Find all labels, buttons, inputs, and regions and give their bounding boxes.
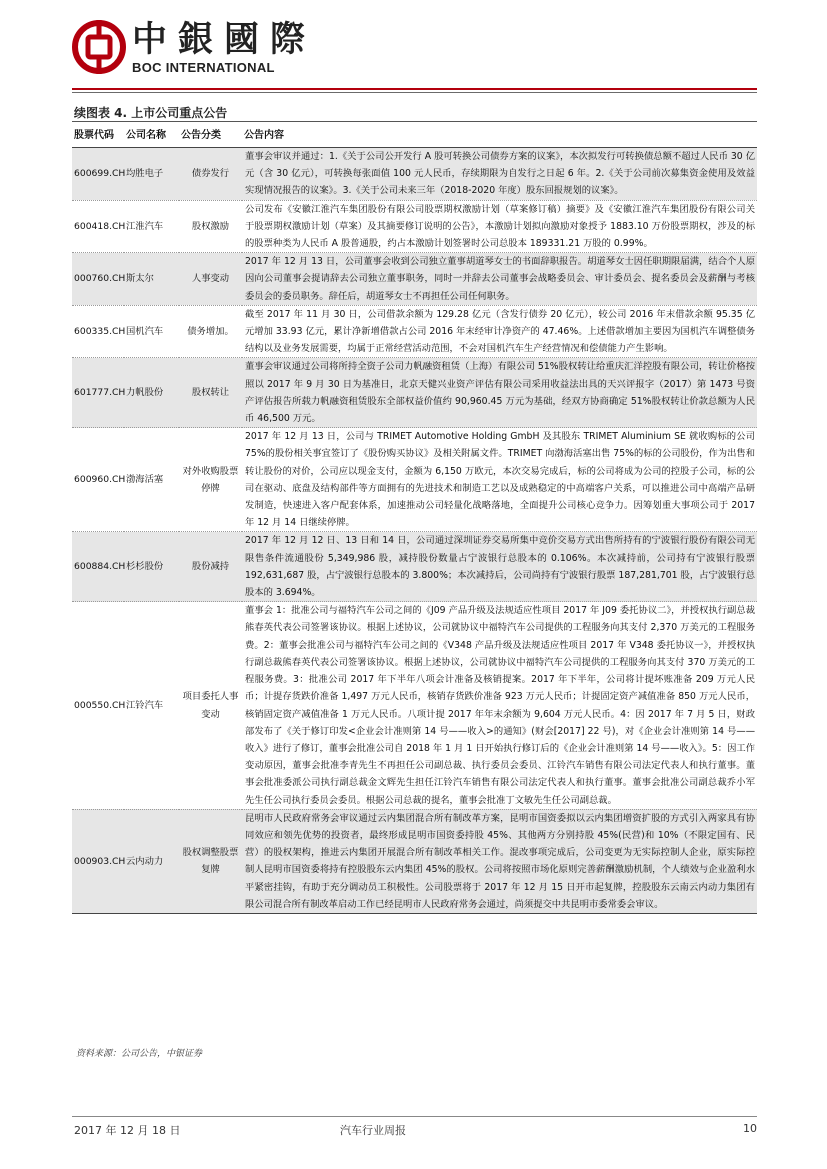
announcement-content: 董事会审议通过公司将所持全资子公司力帆融资租赁（上海）有限公司 51%股权转让给重庆汇洋控股有限公司，转让价格按照以 2017 年 9 月 30 日为基准日，北京天健兴业资产评估有限公司采用收益法出具的天兴评报字（2017）第 1473 号资产评估报告所载力帆融资租赁股东全部权益价值约 90,960.45 万元为基础，经双方协商确定 51%股权转让价款总额为人民币 46,500 万元。 [242, 358, 757, 428]
announcement-content: 公司发布《安徽江淮汽车集团股份有限公司股票期权激励计划（草案修订稿）摘要》及《安徽江淮汽车集团股份有限公司关于股票期权激励计划（草案）及其摘要修订说明的公告》，本激励计划拟向激励对象授予 1883.10 万份股票期权，涉及的标的股票种类为人民币 A 股普通股，约占本激励计划签署时公司总股本 189331.21 万股的 0.99%。 [242, 200, 757, 253]
table-title: 续图表 4. 上市公司重点公告 [74, 106, 228, 120]
announcement-content: 2017 年 12 月 13 日，公司与 TRIMET Automotive Holding GmbH 及其股东 TRIMET Aluminium SE 就收购标的公司 75%的股份相关事宜签订了《股份购买协议》及相关附属文件。TRIMET 向渤海活塞出售 75%的标的公司股份，作为出售和转让股份的对价，公司应以现金支付，金额为 6,150 万欧元，本次交易完成后，标的公司将成为公司的控股子公司，标的公司在驱动、底盘及结构部件等方面拥有的先进技术和制造工艺以及成熟稳定的中高端客户关系，可以推进公司中高端产品研发制造，快速进入客户配套体系，加速推动公司轻量化战略落地，全面提升公司核心竞争力。因筹划重大事项公司于 2017 年 12 月 14 日继续停牌。 [242, 428, 757, 532]
stock-code: 600699.CH [72, 148, 124, 201]
table-title-rule [72, 121, 757, 122]
announcement-content: 董事会审议并通过：1.《关于公司公开发行 A 股可转换公司债券方案的议案》，本次拟发行可转换债总额不超过人民币 30 亿元（含 30 亿元），可转换每张面值 100 元人民币，存续期限为自发行之日起 6 年。2.《关于公司前次募集资金使用及效益实现情况报告的议案》。3.《关于公司未来三年（2018-2020 年度）股东回报规划的议案》。 [242, 148, 757, 201]
announcement-content: 昆明市人民政府常务会审议通过云内集团混合所有制改革方案，昆明市国资委拟以云内集团增资扩股的方式引入两家具有协同效应和领先优势的投资者，最终形成昆明市国资委持股 45%、其他两方分别持股 45%(民营)和 10%（不限定国有、民营）的股权架构，推进云内集团开展混合所有制改革相关工作。混改事项完成后，公司变更为无实际控制人企业，原实际控制人昆明市国资委将持有控股股东云内集团 45%的股权。公司将按照市场化原则完善薪酬激励机制，个人绩效与企业盈利水平紧密挂钩，有助于充分调动员工积极性。公司股票将于 2017 年 12 月 15 日开市起复牌，控股股东云南云内动力集团有限公司混合所有制改革启动工作已经昆明市人民政府常务会通过，尚须提交中共昆明市委常委会审议。 [242, 809, 757, 913]
company-name: 渤海活塞 [124, 428, 179, 532]
announcement-table [72, 125, 757, 914]
table-row [72, 253, 757, 306]
logo-chinese-name: 中銀國際 [132, 19, 317, 60]
company-name: 江铃汽车 [124, 602, 179, 809]
column-header-category: 公告分类 [179, 125, 242, 148]
announcement-category: 股权激励 [179, 200, 242, 253]
column-header-code: 股票代码 [72, 125, 124, 148]
company-name: 云内动力 [124, 809, 179, 913]
header-red-rule [72, 88, 757, 90]
source-note: 资料来源：公司公告，中银证券 [76, 1049, 203, 1059]
company-name: 力帆股份 [124, 358, 179, 428]
footer-date: 2017 年 12 月 18 日 [74, 1124, 181, 1137]
footer-rule [72, 1116, 757, 1117]
table-row [72, 532, 757, 602]
table-row [72, 809, 757, 913]
company-name: 杉杉股份 [124, 532, 179, 602]
table-row [72, 602, 757, 809]
announcement-category: 人事变动 [179, 253, 242, 306]
page-number: 10 [743, 1122, 757, 1135]
boc-logo-icon [72, 20, 126, 74]
table-row [72, 428, 757, 532]
stock-code: 600335.CH [72, 305, 124, 358]
stock-code: 000550.CH [72, 602, 124, 809]
announcement-category: 对外收购股票停牌 [179, 428, 242, 532]
announcement-category: 股权调整股票复牌 [179, 809, 242, 913]
announcement-content: 董事会 1：批准公司与福特汽车公司之间的《J09 产品升级及法规适应性项目 2017 年 J09 委托协议二》，并授权执行副总裁熊春英代表公司签署该协议。根据上述协议，公司就协议中福特汽车公司提供的工程服务向其支付 2,370 万美元的工程服务费。2：董事会批准公司与福特汽车公司之间的《V348 产品升级及法规适应性项目 2017 年 V348 委托协议一》，并授权执行副总裁熊春英代表公司签署该协议。根据上述协议，公司就协议中福特汽车公司提供的工程服务向其支付 370 万美元的工程服务费。3：批准公司 2017 年下半年八项会计准备及核销提案。2017 年下半年，公司将计提坏账准备 209 万元人民币；计提存货跌价准备 1,497 万元人民币，核销存货跌价准备 923 万元人民币；计提固定资产减值准备 850 万元人民币，核销固定资产减值准备 1 万元人民币。八项计提 2017 年年末余额为 9,604 万元人民币。4：因 2017 年 7 月 5 日，财政部发布了《关于修订印发<企业会计准则第 14 号——收入>的通知》(财会[2017] 22 号)，对《企业会计准则第 14 号——收入》进行了修订，董事会批准公司自 2018 年 1 月 1 日开始执行修订后的《企业会计准则第 14 号——收入》。5：因工作变动原因，董事会批准李青先生不再担任公司副总裁、执行委员会委员、江铃汽车销售有限公司法定代表人和执行董事。董事会批准委派公司执行副总裁金文辉先生担任江铃汽车销售有限公司法定代表人和执行董事。董事会批准公司副总裁乔小军先生任公司执行委员会委员。根据公司总裁的提名，董事会批准丁文敏先生任公司副总裁。 [242, 602, 757, 809]
table-row [72, 148, 757, 201]
announcement-category: 股份减持 [179, 532, 242, 602]
company-name: 江淮汽车 [124, 200, 179, 253]
announcement-category: 债券发行 [179, 148, 242, 201]
announcement-category: 债务增加。 [179, 305, 242, 358]
stock-code: 601777.CH [72, 358, 124, 428]
announcement-content: 截至 2017 年 11 月 30 日，公司借款余额为 129.28 亿元（含发行债券 20 亿元），较公司 2016 年末借款余额 95.35 亿元增加 33.93 亿元，累计净新增借款占公司 2016 年末经审计净资产的 47.46%。上述借款增加主要因为国机汽车调整债务结构以及业务发展需要，均属于正常经营活动范围，不会对国机汽车生产经营情况和偿债能力产生影响。 [242, 305, 757, 358]
table-header-row [72, 125, 757, 148]
stock-code: 000760.CH [72, 253, 124, 306]
announcement-content: 2017 年 12 月 12 日、13 日和 14 日，公司通过深圳证券交易所集中竞价交易方式出售所持有的宁波银行股份有限公司无限售条件流通股份 5,349,986 股，减持股份数量占宁波银行总股本的 0.106%。本次减持前，公司持有宁波银行股票 192,631,687 股，占宁波银行总股本的 3.800%；本次减持后，公司尚持有宁波银行股票 187,281,701 股，占宁波银行总股本的 3.694%。 [242, 532, 757, 602]
company-name: 均胜电子 [124, 148, 179, 201]
table-row [72, 200, 757, 253]
table-row [72, 358, 757, 428]
footer-report-title: 汽车行业周报 [340, 1124, 406, 1137]
table-row [72, 305, 757, 358]
company-name: 国机汽车 [124, 305, 179, 358]
header-dark-rule [72, 92, 757, 93]
stock-code: 600960.CH [72, 428, 124, 532]
logo-english-name: BOC INTERNATIONAL [132, 60, 275, 75]
column-header-company: 公司名称 [124, 125, 179, 148]
stock-code: 600418.CH [72, 200, 124, 253]
announcement-category: 股权转让 [179, 358, 242, 428]
stock-code: 600884.CH [72, 532, 124, 602]
announcement-content: 2017 年 12 月 13 日，公司董事会收到公司独立董事胡道琴女士的书面辞职报告。胡道琴女士因任职期限届满，结合个人原因向公司董事会提请辞去公司独立董事职务，同时一并辞去公司董事会战略委员会、审计委员会、提名委员会及薪酬与考核委员会的委员职务。辞任后，胡道琴女士不再担任公司任何职务。 [242, 253, 757, 306]
header [72, 18, 472, 80]
stock-code: 000903.CH [72, 809, 124, 913]
column-header-content: 公告内容 [242, 125, 757, 148]
company-name: 斯太尔 [124, 253, 179, 306]
announcement-category: 项目委托人事变动 [179, 602, 242, 809]
